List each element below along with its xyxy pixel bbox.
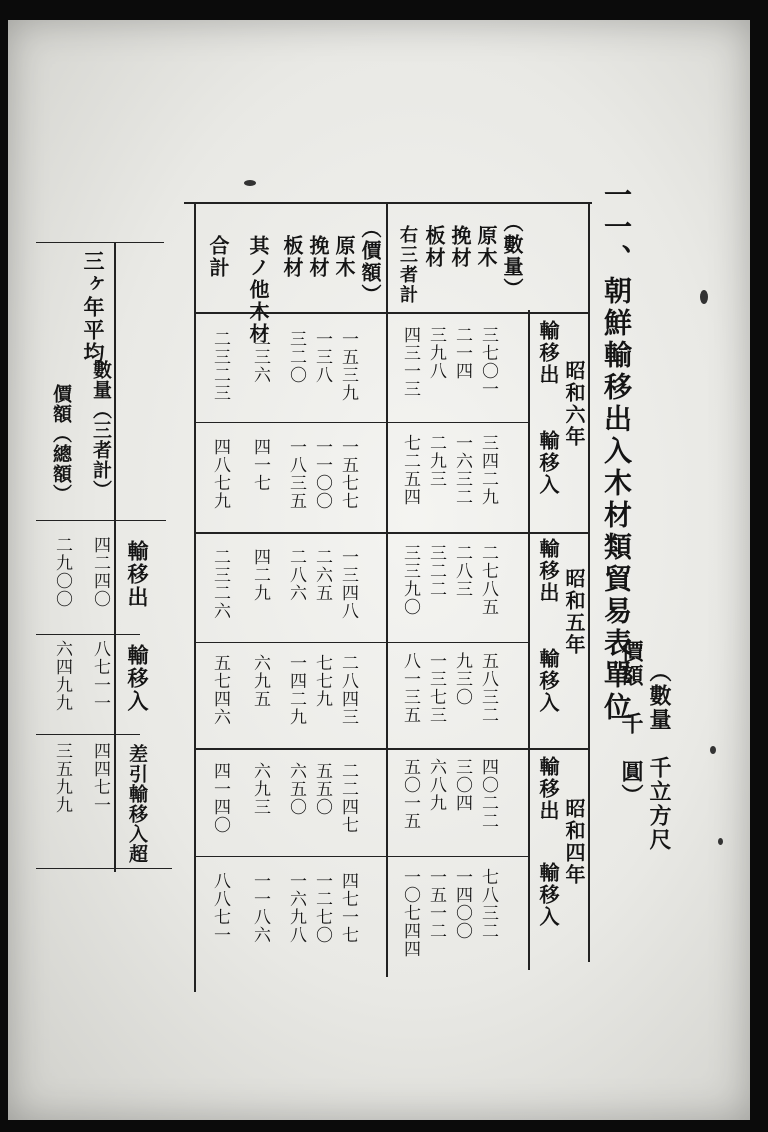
val-cell: 一八三五 <box>286 438 306 510</box>
qty-cell: 一四〇〇 <box>452 868 472 940</box>
summary-bottom-border <box>36 868 172 869</box>
val-cell: 五七四六 <box>210 654 230 726</box>
summary-col-diff: 差引輸移入超 <box>126 744 148 864</box>
qty-cell: 七二五四 <box>400 434 420 506</box>
qty-cell: 一六三二 <box>452 434 472 506</box>
qty-cell: 三二二 <box>426 544 446 598</box>
unit-quantity: （數量 千立方尺 <box>646 660 672 852</box>
val-cell: 二三二三 <box>210 330 230 402</box>
summary-row-border-2 <box>36 634 140 635</box>
flow-col-border <box>528 310 530 970</box>
summary-in-val: 六四九九 <box>52 640 72 712</box>
val-cell: 六五〇 <box>286 762 306 816</box>
val-cell: 四一四〇 <box>210 762 230 834</box>
val-cell: 一一〇〇 <box>312 438 332 510</box>
qty-cell: 二八三 <box>452 544 472 598</box>
qty-cell: 七八三二 <box>478 868 498 940</box>
summary-in-qty: 八七一一 <box>90 640 110 712</box>
val-row-total: 合計 <box>206 235 230 279</box>
qty-row-total: 右三者計 <box>397 225 418 305</box>
table-top-border <box>184 202 592 204</box>
qty-cell: 三〇四 <box>452 758 472 812</box>
year-showa-5: 昭和五年 <box>562 568 586 656</box>
qty-cell: 二七八五 <box>478 544 498 616</box>
table-left-border <box>194 202 196 992</box>
qty-cell: 一五一二 <box>426 868 446 940</box>
qty-cell: 三七〇一 <box>478 326 498 398</box>
val-cell: 七七九 <box>312 654 332 708</box>
val-cell: 一一八六 <box>250 872 270 944</box>
val-cell: 四一七 <box>250 438 270 492</box>
summary-value-label: 價額（總額） <box>50 384 72 504</box>
scan-speck <box>244 180 256 186</box>
qty-cell: 五八三二 <box>478 652 498 724</box>
val-row-genboku: 原木 <box>332 235 356 279</box>
qty-cell: 四〇二二 <box>478 758 498 830</box>
qty-cell: 五〇一五 <box>400 758 420 830</box>
summary-col-out: 輸移出 <box>125 540 150 609</box>
document-page <box>8 20 750 1120</box>
val-cell: 四八七九 <box>210 438 230 510</box>
val-cell: 一五三九 <box>338 330 358 402</box>
val-row-itazai: 板材 <box>280 235 304 279</box>
val-cell: 二八四三 <box>338 654 358 726</box>
year-showa-4: 昭和四年 <box>562 798 586 886</box>
row-border-2 <box>194 532 588 534</box>
summary-col-in: 輸移入 <box>125 644 150 713</box>
qty-cell: 八一三五 <box>400 652 420 724</box>
quantity-header: （數量） <box>500 212 524 300</box>
val-cell: 一三四八 <box>338 548 358 620</box>
val-row-hikizai: 挽材 <box>306 235 330 279</box>
val-cell: 六九三 <box>250 762 270 816</box>
val-cell: 二六五 <box>312 548 332 602</box>
summary-diff-qty: 四四七一 <box>90 742 110 814</box>
val-cell: 四七一七 <box>338 872 358 944</box>
qty-cell: 一三七三 <box>426 652 446 724</box>
document-title: 一一、朝鮮輸移出入木材類貿易表單位 <box>600 180 633 724</box>
qty-cell: 三三九〇 <box>400 544 420 616</box>
qty-cell: 四三一三 <box>400 326 420 398</box>
qty-cell: 三四二九 <box>478 434 498 506</box>
summary-quantity-label: 數量（三者計） <box>90 360 112 500</box>
qty-row-hikizai: 挽材 <box>448 225 472 269</box>
qty-cell: 六八九 <box>426 758 446 812</box>
summary-row-border-1 <box>36 520 166 521</box>
val-cell: 二三六 <box>250 330 270 384</box>
val-cell: 八八七一 <box>210 872 230 944</box>
val-cell: 四二九 <box>250 548 270 602</box>
value-header: （價額） <box>358 218 382 306</box>
val-row-other: 其ノ他木材 <box>246 235 270 345</box>
val-cell: 一二七〇 <box>312 872 332 944</box>
table-mid-border <box>386 202 388 977</box>
val-cell: 六九五 <box>250 654 270 708</box>
summary-row-border-3 <box>36 734 140 735</box>
row-border-3 <box>194 642 530 643</box>
flow-s4-out: 輸移出 <box>536 756 560 822</box>
flow-s5-in: 輸移入 <box>536 648 560 714</box>
qty-cell: 三九八 <box>426 326 446 380</box>
row-border-4 <box>194 748 588 750</box>
val-cell: 二二四七 <box>338 762 358 834</box>
summary-diff-val: 三五九九 <box>52 742 72 814</box>
qty-cell: 一〇七四四 <box>400 868 420 958</box>
year-showa-6: 昭和六年 <box>562 360 586 448</box>
summary-label: 三ヶ年平均 <box>81 250 106 365</box>
val-cell: 五五〇 <box>312 762 332 816</box>
scan-speck <box>710 746 716 754</box>
val-cell: 二八六 <box>286 548 306 602</box>
val-cell: 一三八 <box>312 330 332 384</box>
scan-speck <box>718 838 723 845</box>
val-cell: 一六九八 <box>286 872 306 944</box>
qty-cell: 二九三 <box>426 434 446 488</box>
qty-row-genboku: 原木 <box>474 225 498 269</box>
summary-top-border <box>36 242 164 243</box>
qty-row-itazai: 板材 <box>422 225 446 269</box>
val-cell: 二三二六 <box>210 548 230 620</box>
summary-out-qty: 四二四〇 <box>90 536 110 608</box>
summary-header-border <box>114 242 116 872</box>
flow-s5-out: 輸移出 <box>536 538 560 604</box>
row-border-5 <box>194 856 530 857</box>
flow-s6-in: 輸移入 <box>536 430 560 496</box>
flow-s4-in: 輸移入 <box>536 862 560 928</box>
qty-cell: 二一四 <box>452 326 472 380</box>
flow-s6-out: 輸移出 <box>536 320 560 386</box>
summary-out-val: 二九〇〇 <box>52 536 72 608</box>
val-cell: 一五七七 <box>338 438 358 510</box>
qty-cell: 九三〇 <box>452 652 472 706</box>
unit-value: 價額 千 圓） <box>618 640 644 808</box>
scan-speck <box>700 290 708 304</box>
val-cell: 三二〇 <box>286 330 306 384</box>
val-cell: 一四二九 <box>286 654 306 726</box>
row-border-1 <box>194 422 530 423</box>
